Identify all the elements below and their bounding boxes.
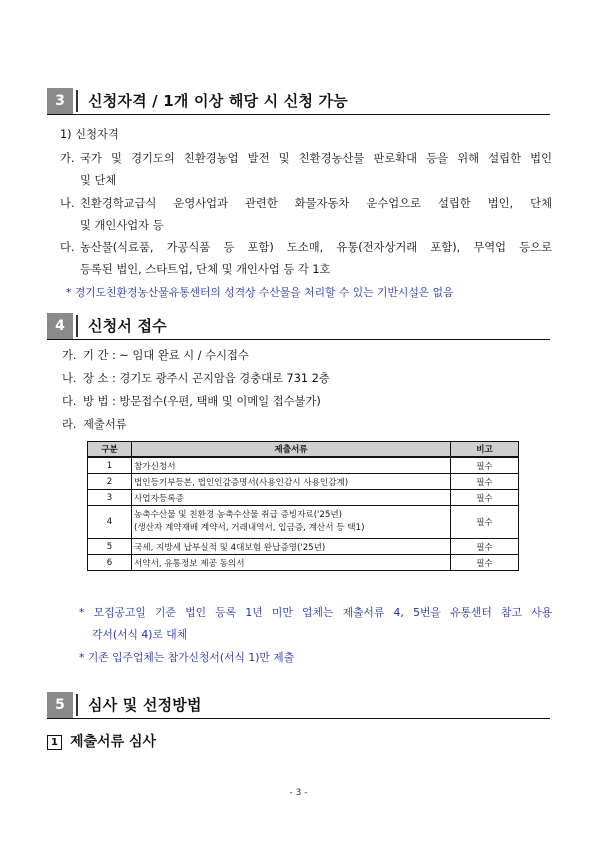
- table-row: [88, 506, 519, 539]
- section-title: 신청서 접수: [88, 317, 167, 335]
- column-header: 비고: [451, 442, 519, 458]
- section-4-header: [47, 313, 550, 340]
- row-note: 필수: [451, 555, 519, 571]
- item-text-line: 및 개인사업자 등: [80, 219, 164, 232]
- section-number: 3: [47, 88, 73, 114]
- table-row: [88, 457, 519, 474]
- row-document: [132, 506, 451, 539]
- documents-table: [87, 441, 519, 571]
- item-text-line: 농산물(식료품, 가공식품 등 포함) 도소매, 유통(전자상거래 포함), 무역업 등으로: [80, 241, 552, 254]
- row-document: 참가신청서: [132, 457, 451, 474]
- table-row: [88, 555, 519, 571]
- section-divider-bar: [76, 694, 78, 716]
- item-mark: 나.: [60, 197, 75, 210]
- table-row: [88, 490, 519, 506]
- section-number: 5: [47, 692, 73, 718]
- item-mark: 가.: [62, 349, 77, 362]
- section-note: * 모집공고일 기준 법인 등록 1년 미만 업체는 제출서류 4, 5번을 유통센터 참고 사용: [79, 606, 552, 619]
- row-number: 2: [88, 474, 132, 490]
- row-document: 사업자등록증: [132, 490, 451, 506]
- item-text-line: 등록된 법인, 스타트업, 단체 및 개인사업 등 각 1호: [80, 263, 331, 276]
- table-row: [88, 474, 519, 490]
- row-number: 4: [88, 506, 132, 539]
- item-mark: 나.: [62, 372, 77, 385]
- section-title: 신청자격 / 1개 이상 해당 시 신청 가능: [88, 92, 348, 110]
- item-mark: 다.: [60, 241, 75, 254]
- section-title: 심사 및 선정방법: [88, 696, 202, 714]
- item-text-line: 및 단체: [80, 174, 117, 187]
- row-note: 필수: [451, 457, 519, 474]
- row-document-line: (생산자 계약재배 계약서, 거래내역서, 입금증, 계산서 등 택1): [134, 523, 365, 533]
- item-text: 방 법 : 방문접수(우편, 택배 및 이메일 접수불가): [83, 395, 321, 408]
- section-divider-bar: [76, 315, 78, 337]
- row-number: 6: [88, 555, 132, 571]
- item-text-line: 국가 및 경기도의 친환경농업 발전 및 친환경농산물 판로확대 등을 위해 설립한 법인: [80, 152, 552, 165]
- row-document-line: 농축수산물 및 친환경 농축수산물 취급 증빙자료('25년): [134, 510, 342, 520]
- row-number: 5: [88, 539, 132, 555]
- item-mark: 가.: [60, 152, 75, 165]
- row-note: 필수: [451, 490, 519, 506]
- item-text: 장 소 : 경기도 광주시 곤지암읍 경충대로 731 2층: [83, 372, 330, 385]
- sub-label: 1) 신청자격: [60, 128, 119, 141]
- page-number: - 3 -: [289, 788, 308, 798]
- subsection-heading: [47, 731, 156, 751]
- column-header: 제출서류: [132, 442, 451, 458]
- row-note: 필수: [451, 474, 519, 490]
- section-3-header: [47, 88, 550, 115]
- row-document: 법인등기부등본, 법인인감증명서(사용인감시 사용인감계): [132, 474, 451, 490]
- table-row: [88, 539, 519, 555]
- row-note: 필수: [451, 539, 519, 555]
- item-text: 기 간 : ~ 임대 완료 시 / 수시접수: [83, 349, 249, 362]
- boxed-number: 1: [47, 735, 62, 750]
- column-header: 구분: [88, 442, 132, 458]
- table-header-row: [88, 442, 519, 458]
- row-document: 국세, 지방세 납부실적 및 4대보험 완납증명('25년): [132, 539, 451, 555]
- item-mark: 라.: [62, 418, 77, 431]
- section-divider-bar: [76, 90, 78, 112]
- item-text-line: 친환경학교급식 운영사업과 관련한 화물자동차 운수업으로 설립한 법인, 단체: [80, 197, 552, 210]
- row-document: 서약서, 유통정보 제공 동의서: [132, 555, 451, 571]
- item-text: 제출서류: [83, 418, 127, 431]
- row-number: 1: [88, 457, 132, 474]
- subsection-title: 제출서류 심사: [70, 734, 157, 750]
- section-note: * 경기도친환경농산물유통센터의 성격상 수산물을 처리할 수 있는 기반시설은 없음: [66, 286, 454, 299]
- section-number: 4: [47, 313, 73, 339]
- item-mark: 다.: [62, 395, 77, 408]
- row-number: 3: [88, 490, 132, 506]
- row-note: 필수: [451, 506, 519, 539]
- section-note: * 기존 입주업체는 참가신청서(서식 1)만 제출: [79, 651, 295, 664]
- section-5-header: [47, 692, 550, 719]
- section-note-continued: 각서(서식 4)로 대체: [92, 628, 188, 641]
